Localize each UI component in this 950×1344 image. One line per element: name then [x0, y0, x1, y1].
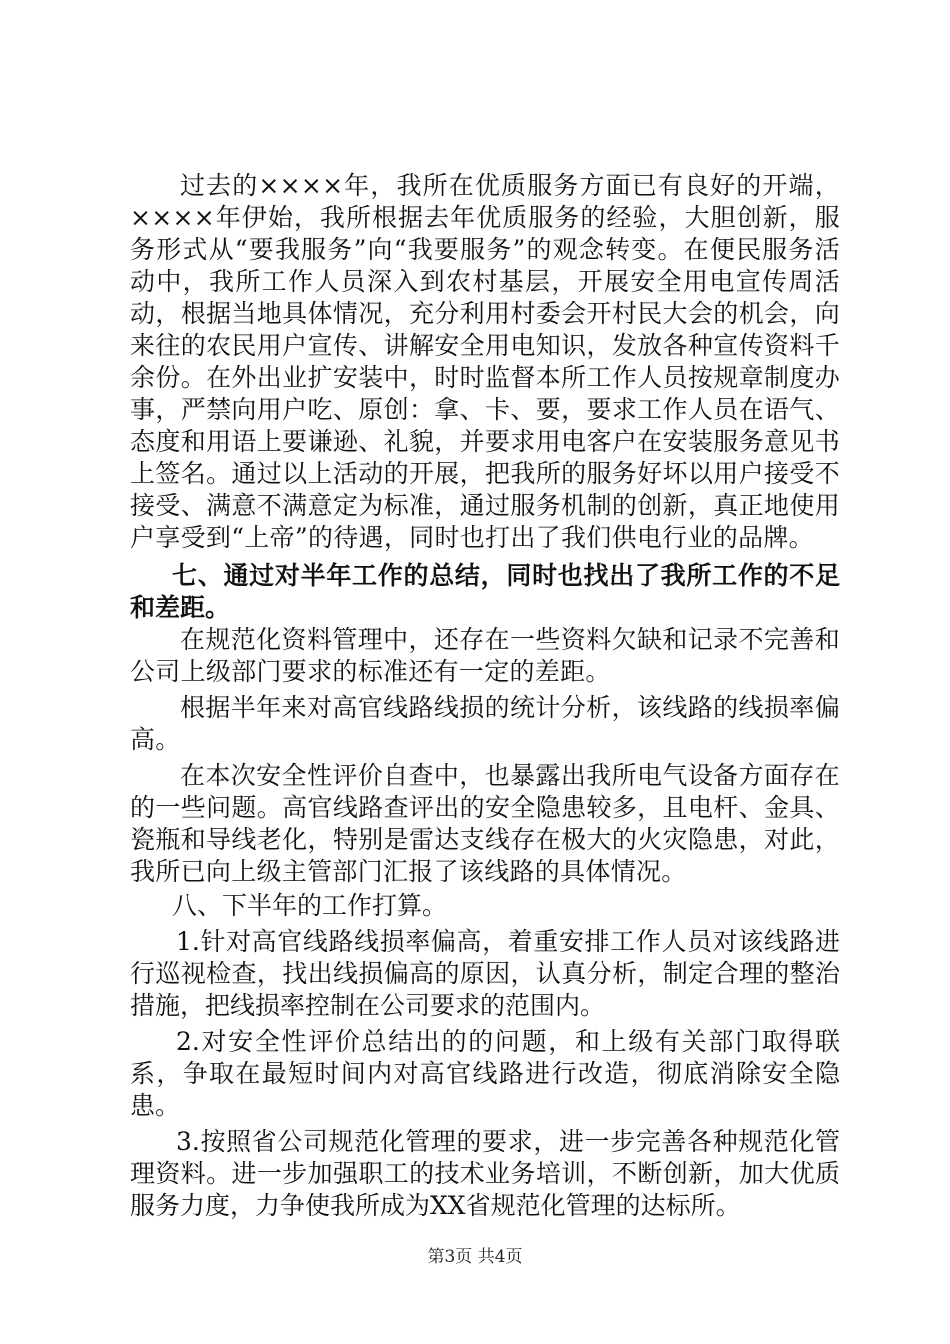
- plan-item-3: 3.按照省公司规范化管理的要求，进一步完善各种规范化管理资料。进一步加强职工的技术业务培训，不断创新，加大优质服务力度，力争使我所成为XX省规范化管理的达标所。: [130, 1127, 840, 1220]
- paragraph-data-management: 在规范化资料管理中，还存在一些资料欠缺和记录不完善和公司上级部门要求的标准还有一定的差距。: [130, 625, 840, 686]
- section-heading-7: 七、通过对半年工作的总结，同时也找出了我所工作的不足和差距。: [130, 561, 840, 622]
- document-body: [130, 170, 840, 1222]
- plan-item-1: 1.针对高官线路线损率偏高，着重安排工作人员对该线路进行巡视检查，找出线损偏高的原因，认真分析，制定合理的整治措施，把线损率控制在公司要求的范围内。: [130, 927, 840, 1020]
- paragraph-safety-evaluation: 在本次安全性评价自查中，也暴露出我所电气设备方面存在的一些问题。高官线路查评出的安全隐患较多，且电杆、金具、瓷瓶和导线老化，特别是雷达支线存在极大的火灾隐患，对此，我所已向上级主管部门汇报了该线路的具体情况。: [130, 761, 840, 886]
- paragraph-service-review: 过去的××××年，我所在优质服务方面已有良好的开端，××××年伊始，我所根据去年优质服务的经验，大胆创新，服务形式从“要我服务”向“我要服务”的观念转变。在便民服务活动中，我所工作人员深入到农村基层，开展安全用电宣传周活动，根据当地具体情况，充分利用村委会开村民大会的机会，向来往的农民用户宣传、讲解安全用电知识，发放各种宣传资料千余份。在外出业扩安装中，时时监督本所工作人员按规章制度办事，严禁向用户吃、原创：拿、卡、要，要求工作人员在语气、态度和用语上要谦逊、礼貌，并要求用电客户在安装服务意见书上签名。通过以上活动的开展，把我所的服务好坏以用户接受不接受、满意不满意定为标准，通过服务机制的创新，真正地使用户享受到“上帝”的待遇，同时也打出了我们供电行业的品牌。: [130, 171, 840, 552]
- paragraph-line-loss: 根据半年来对高官线路线损的统计分析，该线路的线损率偏高。: [130, 693, 840, 754]
- section-heading-8: 八、下半年的工作打算。: [172, 891, 448, 920]
- plan-item-2: 2.对安全性评价总结出的的问题，和上级有关部门取得联系，争取在最短时间内对高官线路进行改造，彻底消除安全隐患。: [130, 1027, 840, 1120]
- page-number-footer: 第3页 共4页: [427, 1247, 523, 1267]
